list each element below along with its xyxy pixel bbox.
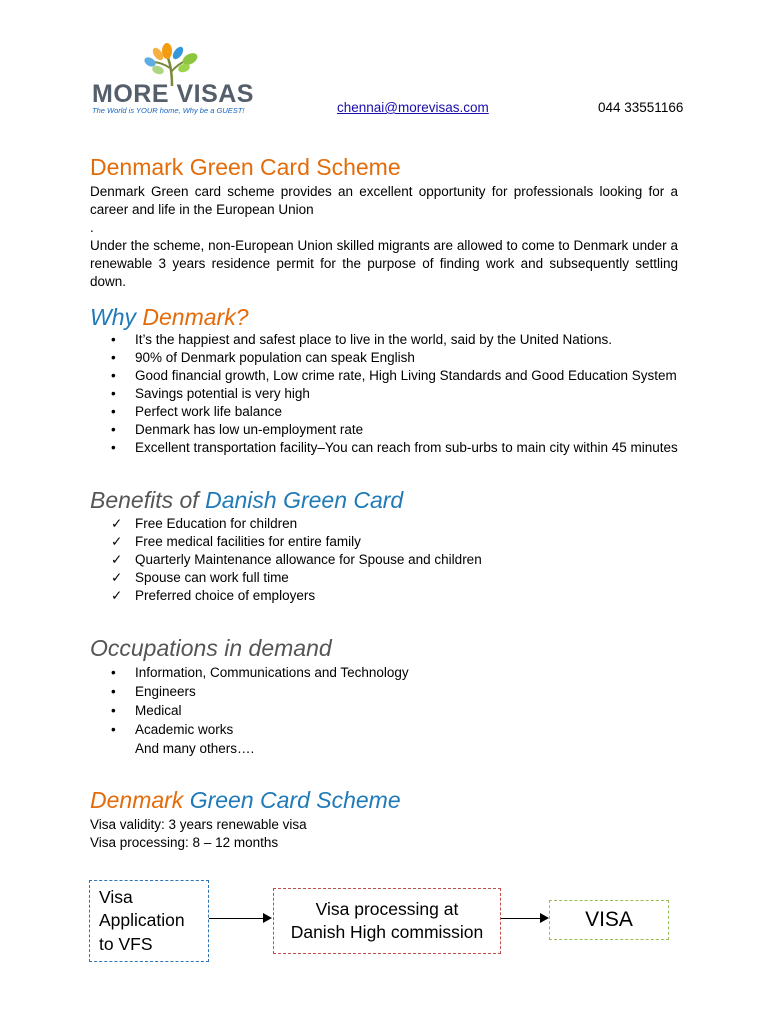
why-title <box>90 305 249 330</box>
scheme-title <box>90 788 401 813</box>
benefits-title <box>90 488 403 513</box>
list-item: • Perfect work life balance <box>111 404 283 419</box>
list-item: ✓ Free medical facilities for entire family <box>111 534 361 549</box>
visa-processing: Visa processing: 8 – 12 months <box>90 835 279 850</box>
check-icon: ✓ <box>111 570 123 585</box>
intro-title: Denmark Green Card Scheme <box>90 154 401 180</box>
list-item: ✓ Spouse can work full time <box>111 570 289 585</box>
list-item: • It’s the happiest and safest place to live in the world, said by the United Nations. <box>111 332 613 347</box>
check-icon: ✓ <box>111 552 123 567</box>
benefits-list <box>90 515 482 605</box>
list-item: ✓ Quarterly Maintenance allowance for Spouse and children <box>111 552 482 567</box>
why-list <box>90 331 678 457</box>
flow-arrow-1 <box>209 918 264 919</box>
check-icon: ✓ <box>111 534 123 549</box>
brand-tagline: The World is YOUR home, Why be a GUEST! <box>92 106 245 115</box>
list-item: • Savings potential is very high <box>111 386 310 401</box>
list-item: • 90% of Denmark population can speak English <box>111 350 415 365</box>
list-item: • Engineers <box>111 684 196 699</box>
scheme-title-highlight: Green Card Scheme <box>189 787 401 813</box>
list-item: • Academic works <box>111 722 234 737</box>
visa-validity: Visa validity: 3 years renewable visa <box>90 817 307 832</box>
list-item: • Good financial growth, Low crime rate, High Living Standards and Good Education System <box>111 368 677 383</box>
list-item: ✓ Preferred choice of employers <box>111 588 316 603</box>
list-item-more: And many others…. <box>135 741 255 756</box>
list-item: • Denmark has low un-employment rate <box>111 422 364 437</box>
list-item: • Medical <box>111 703 182 718</box>
logo <box>90 42 260 122</box>
email-link[interactable]: chennai@morevisas.com <box>337 100 489 115</box>
intro-dot: . <box>90 220 94 235</box>
flow-arrow-2 <box>501 918 541 919</box>
flow-step-visa-application: Visa Application to VFS <box>89 880 209 962</box>
intro-paragraph-1: Denmark Green card scheme provides an excellent opportunity for professionals looking for a career and life in the European Union <box>90 184 678 217</box>
list-item: • Information, Communications and Technology <box>111 665 409 680</box>
occupations-list <box>90 664 409 759</box>
why-title-prefix: Why <box>90 304 143 330</box>
brand-name: MORE VISAS <box>92 80 254 108</box>
phone-number: 044 33551166 <box>598 100 684 115</box>
benefits-title-prefix: Benefits of <box>90 487 206 513</box>
list-item: ✓ Free Education for children <box>111 516 298 531</box>
flow-arrow-2-head <box>540 913 549 923</box>
benefits-title-highlight: Danish Green Card <box>205 487 404 513</box>
occupations-title: Occupations in demand <box>90 635 332 661</box>
list-item: • Excellent transportation facility–You can reach from sub-urbs to main city within 45 minutes <box>111 440 678 455</box>
flow-step-processing: Visa processing at Danish High commission <box>273 888 501 954</box>
flow-arrow-1-head <box>263 913 272 923</box>
why-title-highlight: Denmark? <box>142 304 249 330</box>
flow-step-visa: VISA <box>549 900 669 940</box>
check-icon: ✓ <box>111 588 123 603</box>
intro-paragraph-2: Under the scheme, non-European Union skilled migrants are allowed to come to Denmark under a renewable 3 years residence permit for the purpose of finding work and subsequently settling down. <box>90 238 678 289</box>
scheme-title-prefix: Denmark <box>90 787 190 813</box>
check-icon: ✓ <box>111 516 123 531</box>
